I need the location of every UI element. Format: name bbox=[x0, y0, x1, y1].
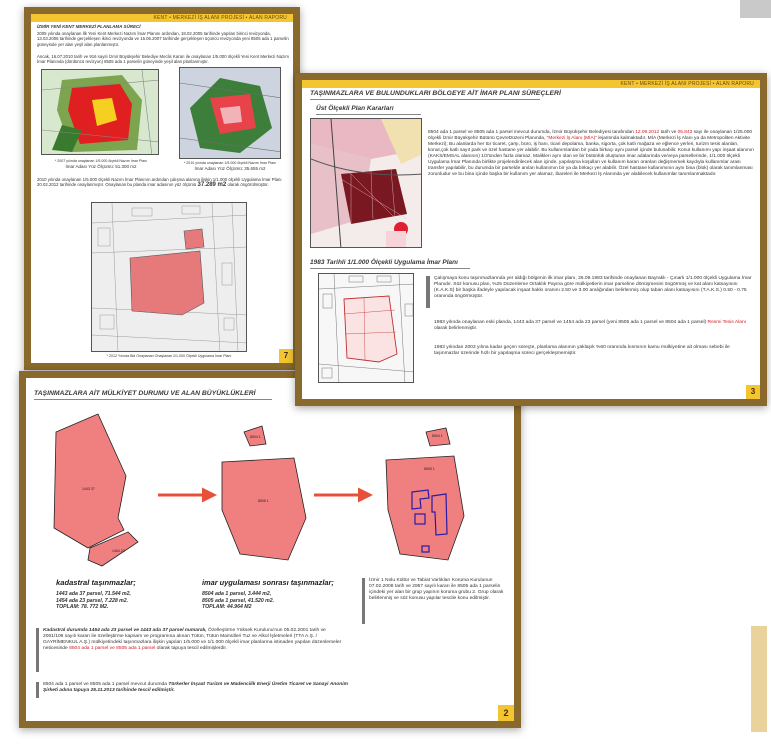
caption-text: * 2007 yılında onaylanan 1/5.000 ölçekli Nazım İmar Planı bbox=[54, 159, 148, 163]
quote-bar bbox=[362, 578, 365, 624]
paragraph: Çalışmaya konu taşınmazlarında yer aldığı bölgenin ilk imar planı, 26.09.1983 tarihinde onaylanan Bayraklı - Çınarlı 1/1.000 ölçekli Uygulama İmar Planıdır. Söz konusu plan, %25 Düzenleme Ortaklık Payına göre mülkiyetlerin imar parseline dönüşmesini öngörmüş ve kat alanı katsayısını (K.A.K.S) bir başka ifadeyle yapılacak inşaat hakkı oranını 2.50 ve 3.00 aralığından belirlenmiş olup taban alanı katsayısını (T.A.K.S.) 0.50 - 0.75 oranında öngörmüştür. bbox=[434, 276, 752, 300]
paragraph-text: 8504 ada 1 parsel ve 8505 ada 1 parsel mevcut durumda, İzmir Büyükşehir Belediyesi tarafından bbox=[428, 130, 634, 135]
plan-map-2012 bbox=[91, 202, 247, 352]
paragraph: 1983 yılından 2003 yılına kadar geçen süreçte, planlama alanının yaklaşık %60 oranında kısmının kamu mülkiyetine ait olması sebebi ile taşınmazlar üzerinde hızlı bir yapılaşma süreci gerçekleşmemiştir. bbox=[434, 345, 730, 357]
paragraph-text: 1983 yılında onaylanan eski planda, 1443 ada 37 parsel ve 1454 ada 23 parsel (yeni 8505 ada 1 parsel ve 8504 ada 1 parsel) bbox=[434, 320, 707, 325]
paragraph-text: tarih ve bbox=[660, 130, 677, 135]
paragraph-text: olarak tapuya tescil edilmişlerdir. bbox=[156, 646, 228, 652]
paragraph bbox=[43, 628, 343, 653]
environment-plan-map bbox=[310, 118, 422, 248]
page-number: 2 bbox=[498, 705, 514, 721]
parcel-diagram bbox=[26, 400, 516, 590]
imar-line: TOPLAM: 44.964 M2 bbox=[202, 604, 252, 611]
paragraph-bold: Kadastral durumda 1454 ada 23 parsel ve 1443 ada 37 parsel numaralı, bbox=[43, 628, 207, 633]
imar-title: imar uygulaması sonrası taşınmazlar; bbox=[202, 578, 334, 587]
mia-highlight: "Merkezi İş Alanı (MİA)" bbox=[546, 135, 597, 141]
page-number: 3 bbox=[746, 385, 760, 399]
paragraph bbox=[43, 682, 353, 694]
kadastral-title: kadastral taşınmazlar; bbox=[56, 578, 136, 587]
paragraph-text: sayı ile onaylanan 1/25.000 ölçekli İzmir Büyükşehir Bütünü ÇevreDüzeni Planında, bbox=[428, 130, 753, 141]
top-band bbox=[302, 80, 760, 88]
area-value: 37.289 m2 bbox=[197, 182, 227, 189]
caption-area: İmar Adası Yüz Ölçümü: 35.655 m2 bbox=[194, 165, 266, 171]
date-highlight: 12.09.2012 bbox=[635, 130, 660, 135]
parcel-label: 8504 1 bbox=[432, 434, 443, 438]
parcel-label: 1454 23 bbox=[112, 549, 125, 553]
report-page-2 bbox=[19, 371, 521, 728]
page-title: TAŞINMAZLARA AİT MÜLKİYET DURUMU VE ALAN BÜYÜKLÜKLERİ bbox=[34, 390, 256, 397]
imar-line: 8504 ada 1 parsel, 3.444 m2, bbox=[202, 591, 272, 598]
title-rule bbox=[310, 99, 540, 100]
report-page-7 bbox=[24, 7, 300, 370]
caption-2010 bbox=[177, 161, 283, 172]
quote-bar bbox=[36, 628, 39, 672]
paragraph: Ancak, 16.07.2010 tarih ve 916 sayılı İzmir Büyükşehir Belediye Meclis Kararı ile onaylanan 1/5.000 ölçekli Yeni Kent Merkezi Nazım İmar Planında (dördüncü revizyon) 8505 ada 1 parselin güneyinde yeşil alan planlanmıştır. bbox=[37, 54, 289, 65]
kadastral-block bbox=[56, 578, 186, 611]
paragraph-text: olarak belirlenmiştir. bbox=[434, 326, 478, 332]
kadastral-line: 1454 ada 23 parsel, 7.228 m2. bbox=[56, 597, 129, 604]
registration-note: İzmir 1 Nolu Kültür ve Tabiat Varlıkları Koruma Kurulunun 07.02.2008 tarih ve 2957 sayılı kararı ile 8505 ada 1 parselin içindeki yer alan bir grup yapının koruma grubu 2. Grup olarak belirlenmiş ve söz konusu yapılar tescile konu edilmiştir. bbox=[369, 578, 504, 602]
band-label: KENT • MERKEZİ İŞ ALANI PROJESİ • ALAN RAPORU bbox=[620, 81, 754, 87]
section-heading: 1983 Tarihli 1/1.000 Ölçekli Uygulama İmar Planı bbox=[310, 259, 458, 266]
section-heading: Üst Ölçekli Plan Kararları bbox=[316, 105, 394, 112]
resmi-tesis-highlight: Resmi Tesis Alanı bbox=[707, 320, 747, 325]
paragraph-text: Özelleştirme Yüksek Kurulunu'nun 05.02.2001 tarih ve 2001/106 sayılı kararı ile özelleştirme kapsam ve programına alınan Tütün, Tütün Mamülleri Tuz ve Alkol İşletmeleri (TTA A.Ş. / GAYRİMENKUL A.Ş.) mülkiyetindeki taşınmazlara ilişkin yapılan 1/5.000 ve 1/1.000 ölçekli imar planlarına istinaden yapılan düzenlemeler neticesinde bbox=[43, 628, 342, 652]
paragraph bbox=[37, 177, 289, 190]
kadastral-line: TOPLAM: 78. 772 M2. bbox=[56, 604, 109, 611]
caption-2012: * 2012 Yılında Bld Onaylanan Onaylanan 1/1.000 Ölçekli Uygulama İmar Planı bbox=[106, 354, 232, 358]
parcel-label: 8505 1 bbox=[258, 499, 269, 503]
quote-bar bbox=[426, 276, 430, 308]
plan-map-2007 bbox=[41, 69, 159, 155]
quote-bar bbox=[36, 682, 39, 698]
parcel-8505-1 bbox=[222, 458, 306, 560]
plan-map-2010 bbox=[179, 67, 281, 159]
band-label: KENT • MERKEZİ İŞ ALANI PROJESİ • ALAN RAPORU bbox=[153, 15, 287, 21]
report-page-3 bbox=[295, 73, 767, 406]
caption-2007 bbox=[41, 159, 161, 170]
paragraph-text: lejantında kalmaktadır. MİA (Merkezi İş Alanı ya da Metropoliten Aktivite Merkezi); Bu alanlarda her tür ticaret, çarşı, büro, iş hanı, ticari depolama, banka, sigorta, çok katlı mağaza ve eğlence yerleri, turizm tesis alanları, konut,çok katlı sayıt park ve özel hastane yer alabilir. Bu kullanımlardan bir yada birkaçı aynı parsel içinde bulunabilir. Konut kullanımı yapı inşaat alanının (KAKS/EMSAL alanının) 1/3'ünden fazla olamaz. Maliklerı aynı olan ve bir bütünlük oluşturan imar adalarında ve/veya parsellerinde, 1/1.000 ölçekli Uygulama İmar Planında birlikte projelendirilecek alan içinde, yapılaşma koşulları ve kullanım kararı oranları değişmemek kaydıyla kullanımlar arası transfer yapılabilir, bu durumda bir parselde anılan kullanımın bir ya da birkaçı yer alabilir. Özel hastane kullanımının aynı bina (blok) olarak tanımlanması zorunludur ve bu bina içinde başka bir kullanım yer alamaz, ibareleri ile Merkezi İş Alanında yer alabilecek kullanımlar tanımlanmaktadır. bbox=[428, 135, 754, 177]
paragraph-text: olarak öngörülmüştür. bbox=[227, 182, 269, 188]
plan-map-1983 bbox=[318, 273, 414, 383]
number-highlight: 05.843 bbox=[677, 130, 693, 135]
section-rule bbox=[310, 268, 470, 269]
page-title: İZMİR YENİ KENT MERKEZİ PLANLAMA SÜRECİ bbox=[37, 24, 141, 29]
caption-area: İmar Adası Yüz Ölçümü: 51.300 m2 bbox=[65, 163, 137, 169]
parcel-label: 8504 1 bbox=[250, 435, 261, 439]
page-number: 7 bbox=[279, 349, 293, 363]
parcel-label: 1443 37 bbox=[82, 487, 95, 491]
kadastral-line: 1443 ada 37 parsel, 71.544 m2, bbox=[56, 591, 131, 598]
parcel-highlight: 8504 ada 1 parsel ve 8505 ada 1 parsel bbox=[69, 646, 156, 652]
parcel-8505-1-registered bbox=[386, 456, 464, 560]
paragraph-text: 2010 yılında onaylanan 1/5.000 ölçekli Nazım İmar Planının ardından çalışma alanına ilişkin 1/1.000 ölçekli Uygulama İmar Planı 20.02.2012 tarihinde onaylanmıştır. Onaylanan bu planda imar adasının yüz ölçümü bbox=[37, 177, 282, 188]
parcel-1443-37 bbox=[54, 414, 126, 548]
top-band bbox=[31, 14, 293, 22]
section-rule bbox=[316, 114, 421, 115]
paragraph bbox=[428, 130, 754, 178]
paragraph bbox=[434, 320, 752, 332]
parcel-label: 8505 1 bbox=[424, 467, 435, 471]
paragraph-text: 8504 ada 1 parsel ve 8505 ada 1 parsel mevcut durumda bbox=[43, 682, 167, 687]
imar-line: 8505 ada 1 parsel, 41.520 m2. bbox=[202, 597, 275, 604]
paragraph-bold: Türkerler İnşaat Turizm ve Madencilik Enerji Üretim Ticaret ve Sanayi Anonim Şirketi adına tapuya 25.11.2013 tarihinde tescil edilmiştir. bbox=[43, 682, 348, 694]
caption-text: * 2010 yılında onaylanan 1/5.000 ölçekli Nazım İmar Planı bbox=[183, 161, 277, 165]
imar-block bbox=[202, 578, 342, 611]
page-title: TAŞINMAZLARA VE BULUNDUKLARI BÖLGEYE AİT İMAR PLANI SÜREÇLERİ bbox=[310, 90, 561, 97]
corner-tab bbox=[740, 0, 771, 18]
side-tab bbox=[751, 626, 767, 732]
paragraph: 2005 yılında onaylanan İlk Yeni Kent Merkezi Nazım İmar Planını ardından, 18.02.2005 tarihinde yapılan birinci revizyonda, 13.03.2006 tarihinde gerçekleşen ikinci revizyonda ve 15.06.2007 tarihinde gerçekleşen üçüncü revizyonda yeni 8505 ada 1 parselin güneyinde yer alan yeşil alan planlanmıştır. bbox=[37, 31, 289, 47]
